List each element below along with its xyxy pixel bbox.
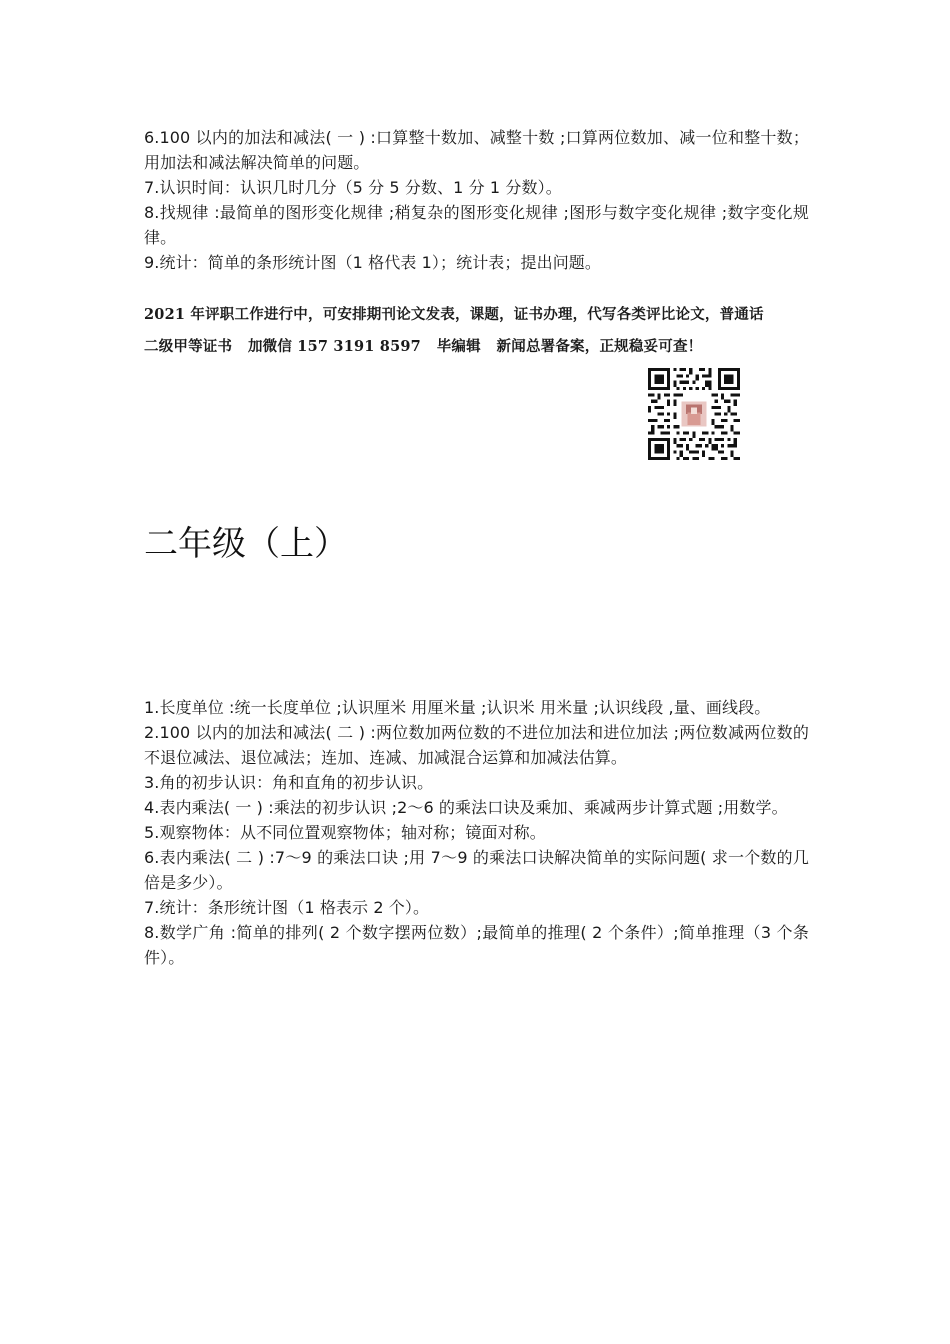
grade2-section-list xyxy=(144,695,809,970)
list-item: 8.数学广角 :简单的排列( 2 个数字摆两位数）;最简单的推理( 2 个条件）;简单推理（3 个条件）。 xyxy=(144,923,809,967)
section-title: 二年级（上） xyxy=(144,524,348,564)
qr-code-icon xyxy=(648,368,740,460)
previous-section-list xyxy=(144,125,809,275)
promo-notice-line: 2021 年评职工作进行中，可安排期刊论文发表，课题，证书办理，代写各类评比论文，普通话 xyxy=(144,306,764,323)
promo-notice-line: 二级甲等证书 加微信 157 3191 8597 毕编辑 新闻总署备案，正规稳妥可查！ xyxy=(144,338,703,355)
list-item: 7.认识时间：认识几时几分（5 分 5 分数、1 分 1 分数）。 xyxy=(144,178,562,197)
list-item: 3.角的初步认识：角和直角的初步认识。 xyxy=(144,773,434,792)
promo-notice xyxy=(144,299,809,363)
list-item: 9.统计：简单的条形统计图（1 格代表 1）；统计表；提出问题。 xyxy=(144,253,601,272)
list-item: 6.表内乘法( 二 ) :7～9 的乘法口诀 ;用 7～9 的乘法口诀解决简单的实际问题( 求一个数的几倍是多少）。 xyxy=(144,848,809,892)
list-item: 2.100 以内的加法和减法( 二 ) :两位数加两位数的不进位加法和进位加法 ;两位数减两位数的不退位减法、退位减法；连加、连减、加减混合运算和加减法估算。 xyxy=(144,723,809,767)
list-item: 5.观察物体：从不同位置观察物体；轴对称；镜面对称。 xyxy=(144,823,546,842)
list-item: 7.统计：条形统计图（1 格表示 2 个）。 xyxy=(144,898,430,917)
list-item: 1.长度单位 :统一长度单位 ;认识厘米 用厘米量 ;认识米 用米量 ;认识线段 ,量、画线段。 xyxy=(144,698,771,717)
list-item: 6.100 以内的加法和减法( 一 ) :口算整十数加、减整十数 ;口算两位数加、减一位和整十数；用加法和减法解决简单的问题。 xyxy=(144,128,809,172)
list-item: 4.表内乘法( 一 ) :乘法的初步认识 ;2～6 的乘法口诀及乘加、乘减两步计算式题 ;用数学。 xyxy=(144,798,788,817)
list-item: 8.找规律 :最简单的图形变化规律 ;稍复杂的图形变化规律 ;图形与数字变化规律 ;数字变化规律。 xyxy=(144,203,809,247)
